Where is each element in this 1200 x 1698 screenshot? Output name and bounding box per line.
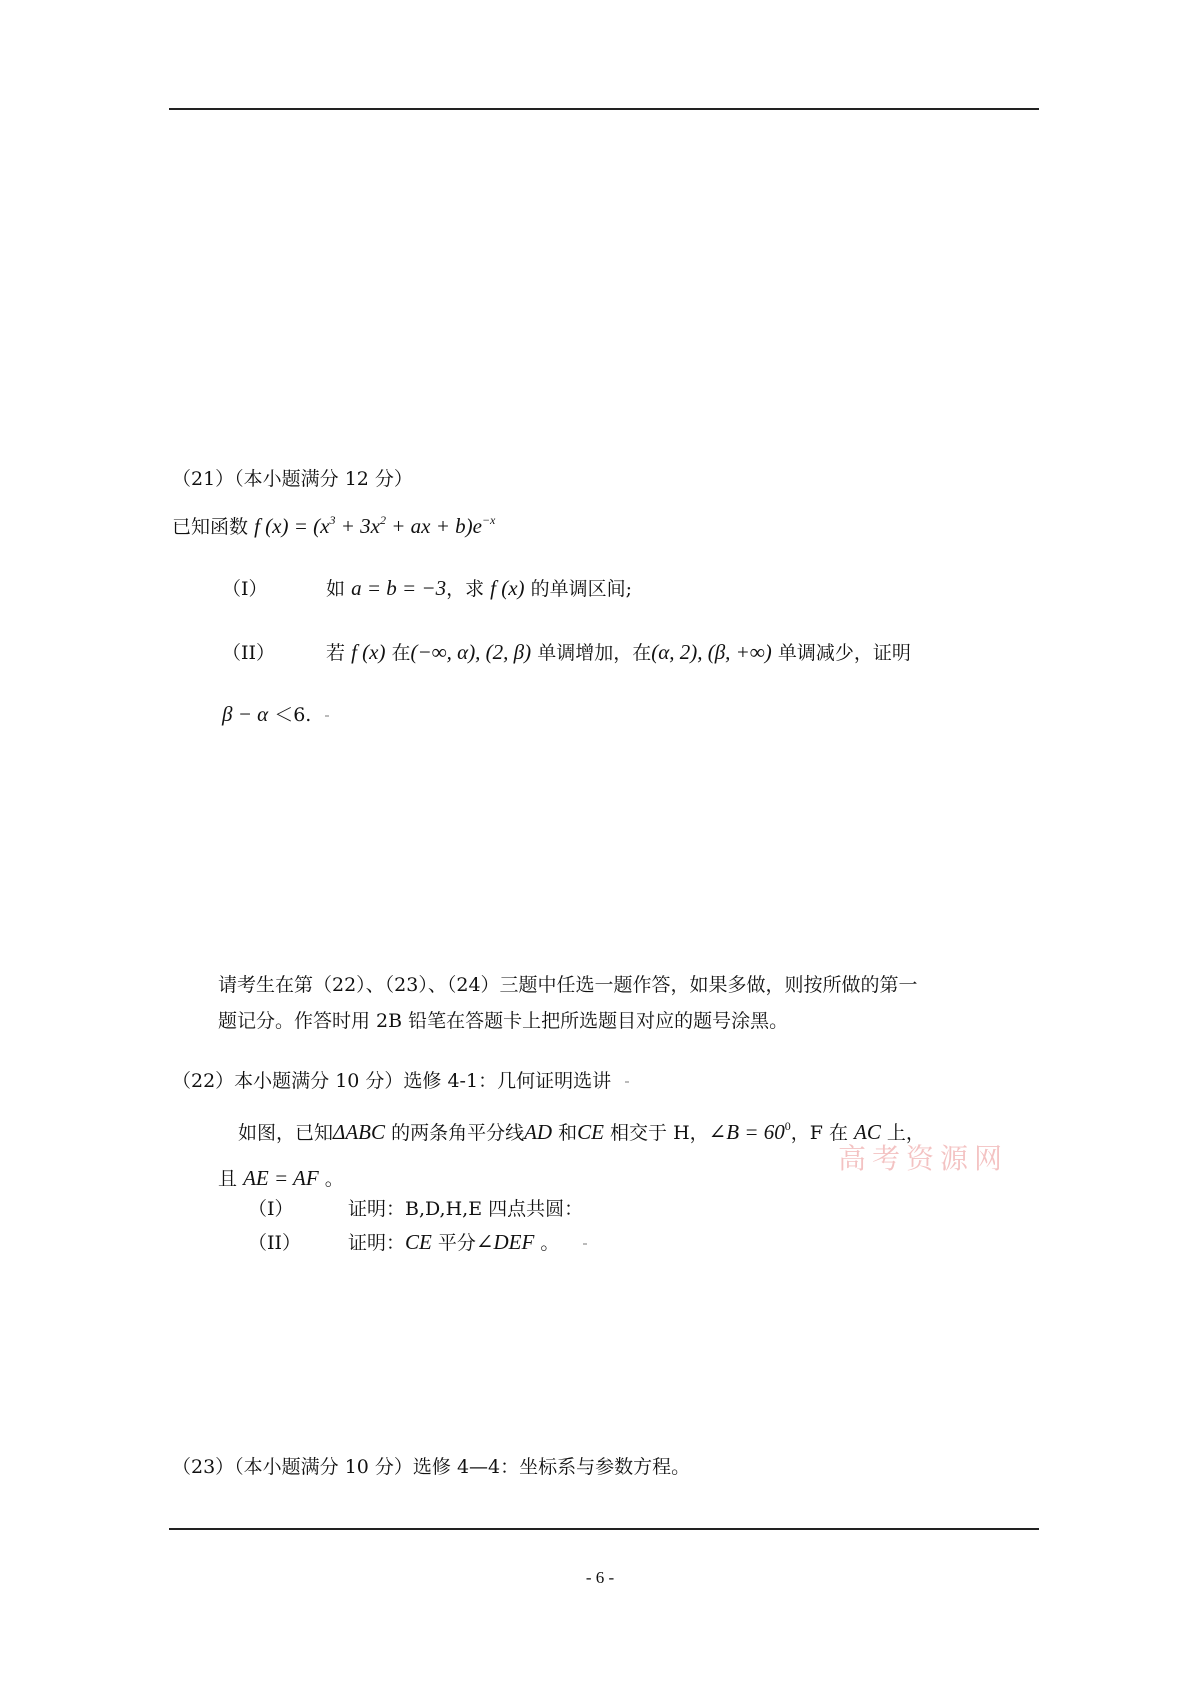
q22-part2: （II） 证明：CE 平分∠DEF 。 [248,1232,587,1253]
header-rule [169,108,1039,110]
q21-part2: （II） 若 f (x) 在(−∞, α), (2, β) 单调增加，在(α, 2), (β, +∞) 单调减少，证明 [222,640,911,664]
q23-heading: （23）（本小题满分 10 分）选修 4—4：坐标系与参数方程。 [172,1456,691,1478]
q21-heading: （21）（本小题满分 12 分） [172,468,413,490]
q21-part2-continued: β − α ＜6. [222,704,329,725]
q22-heading: （22）本小题满分 10 分）选修 4-1：几何证明选讲 [172,1072,629,1091]
q22-part1-label: （I） [248,1198,294,1220]
q21-part1-label: （I） [222,578,268,600]
instruction-line-2: 题记分。作答时用 2B 铅笔在答题卡上把所选题目对应的题号涂黑。 [218,1010,789,1032]
scan-mark [625,1081,629,1083]
q21-part2-label: （II） [222,642,276,664]
q22-part1: （I） 证明：B,D,H,E 四点共圆： [248,1198,584,1220]
q21-function: f $(x) = (x^3 + 3x^2$ + ax + $b)e^{-x}$ [254,513,496,538]
q22-statement-line2: 且 AE = AF 。 [218,1166,344,1190]
q21-intro: 已知函数 [172,516,249,538]
scan-mark [583,1243,587,1245]
page-number: - 6 - [585,1568,615,1587]
q22-part2-label: （II） [248,1232,302,1254]
watermark-logo: 高考资源网 [838,1142,1009,1175]
q22-statement-line1: 如图，已知ΔABC 的两条角平分线AD 和CE 相交于 H，∠B = $60^0$，F 在 AC 上， [238,1119,925,1144]
q21-part1: （I） 如 a = b = −3，求 f (x) 的单调区间; [222,576,632,600]
scan-mark [325,715,329,717]
footer-rule [169,1528,1039,1530]
instruction-line-1: 请考生在第（22）、（23）、（24）三题中任选一题作答，如果多做，则按所做的第一 [218,974,918,996]
q21-function-line [172,513,496,538]
